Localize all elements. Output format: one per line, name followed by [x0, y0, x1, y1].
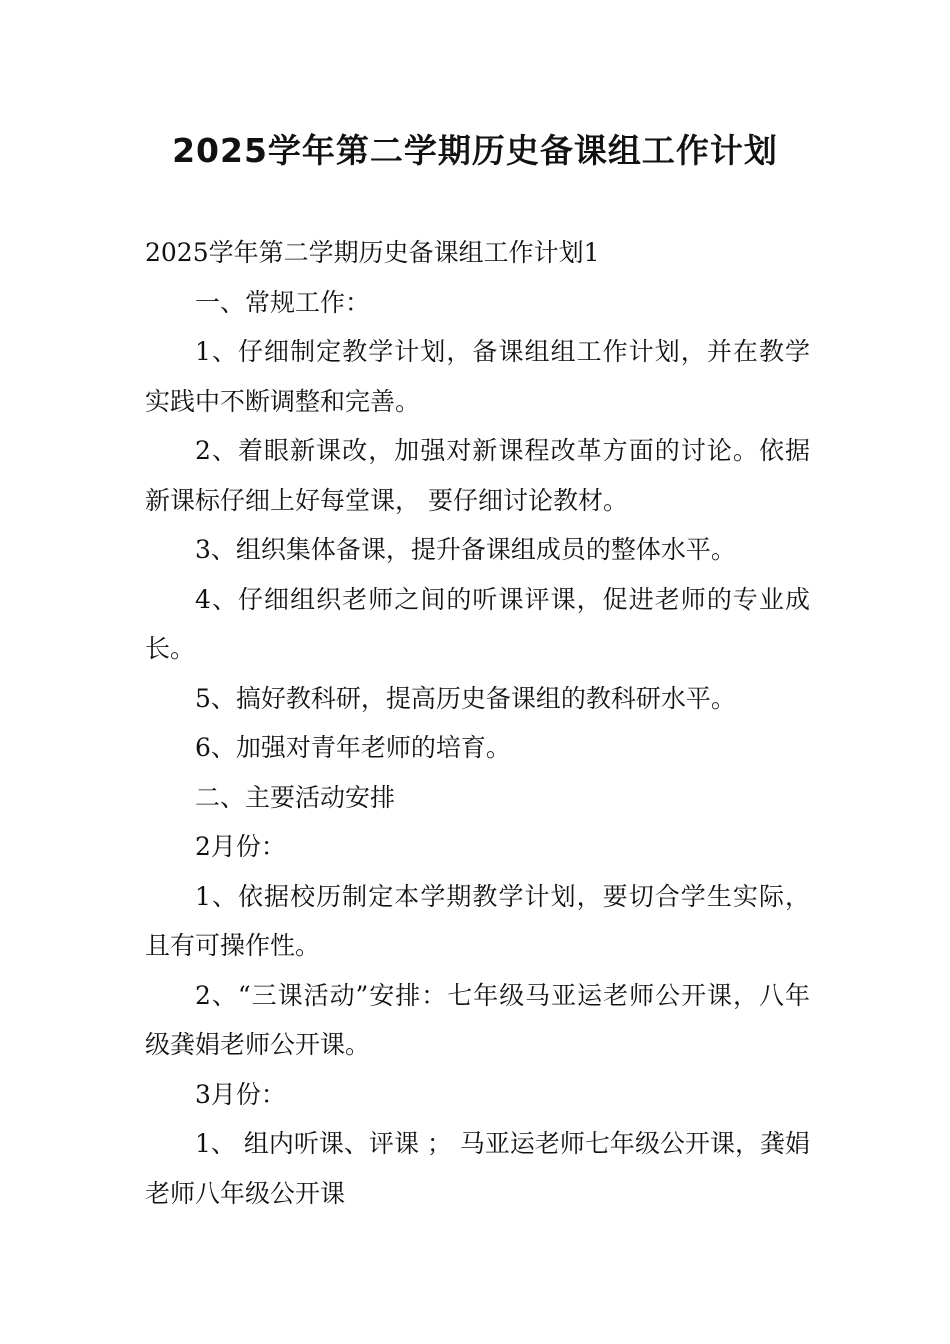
heading-main-activities: 二、主要活动安排: [195, 782, 396, 812]
paragraph-item: 1、仔细制定教学计划，备课组组工作计划，并在教学实践中不断调整和完善。: [145, 337, 810, 416]
paragraph-item: 1、依据校历制定本学期教学计划，要切合学生实际，且有可操作性。: [145, 881, 810, 960]
section-subtitle: 2025学年第二学期历史备课组工作计划1: [145, 238, 600, 267]
heading-february: 2月份：: [195, 832, 286, 861]
paragraph-item: 2、着眼新课改，加强对新课程改革方面的讨论。依据新课标仔细上好每堂课， 要仔细讨论教材。: [145, 436, 810, 515]
paragraph-item: 6、加强对青年老师的培育。: [195, 733, 511, 762]
document-body: [145, 228, 810, 1218]
paragraph-item: 5、搞好教科研，提高历史备课组的教科研水平。: [195, 683, 736, 713]
heading-routine-work: 一、常规工作：: [195, 287, 371, 317]
paragraph-item: 2、“三课活动”安排：七年级马亚运老师公开课，八年级龚娟老师公开课。: [145, 980, 810, 1059]
document-title: 2025学年第二学期历史备课组工作计划: [172, 131, 778, 170]
paragraph-item: 4、仔细组织老师之间的听课评课，促进老师的专业成长。: [145, 584, 810, 663]
heading-march: 3月份：: [195, 1079, 286, 1109]
paragraph-item: 1、 组内听课、评课 ； 马亚运老师七年级公开课，龚娟老师八年级公开课: [145, 1129, 810, 1208]
paragraph-item: 3、组织集体备课，提升备课组成员的整体水平。: [195, 535, 736, 564]
